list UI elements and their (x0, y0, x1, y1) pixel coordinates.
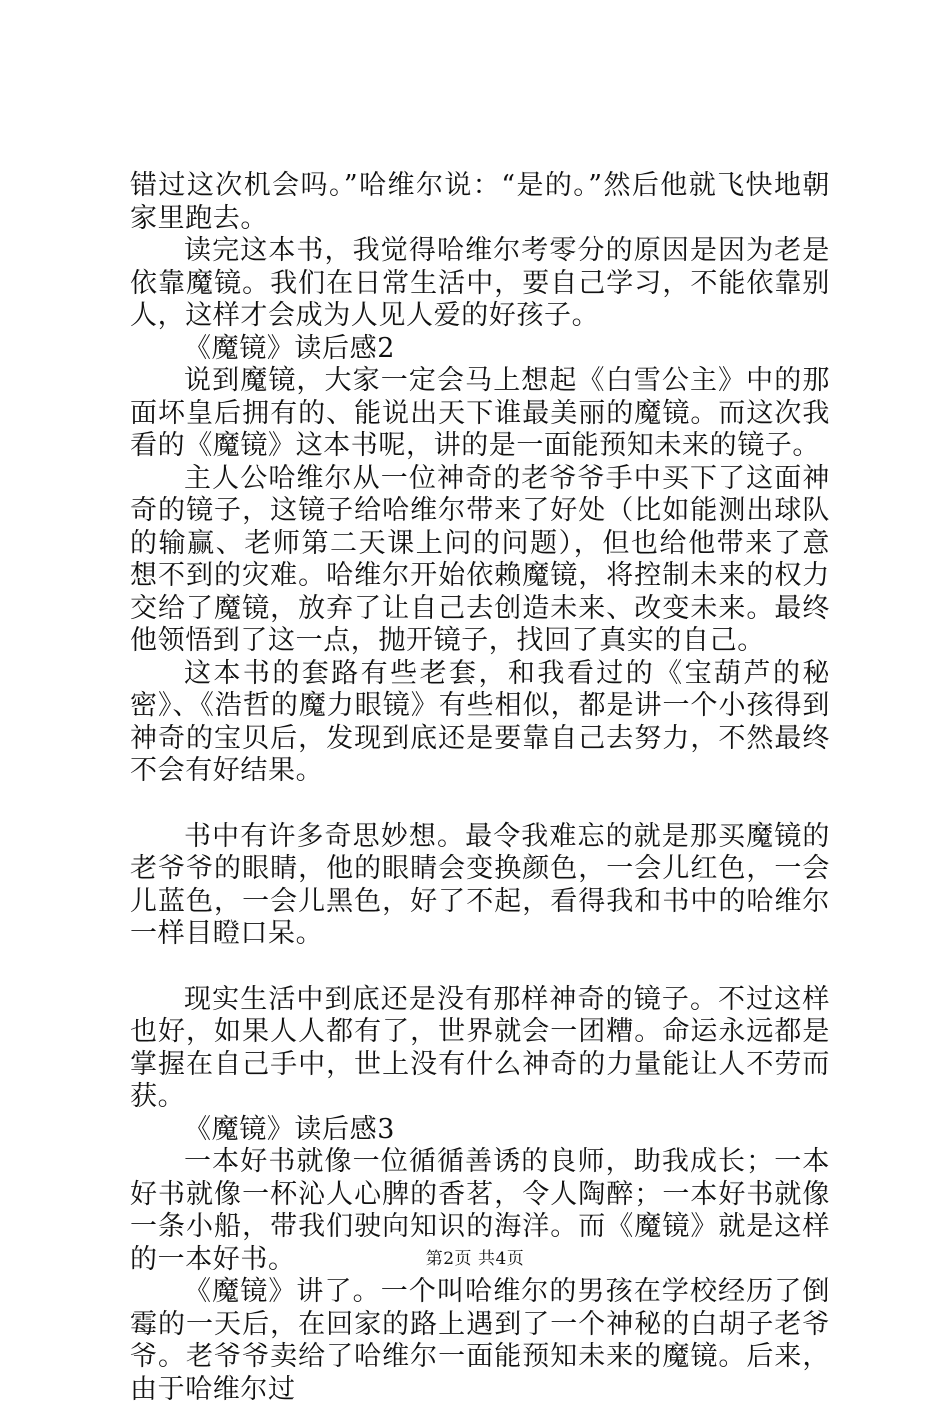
document-body (130, 170, 830, 1406)
paragraph: 书中有许多奇思妙想。最令我难忘的就是那买魔镜的老爷爷的眼睛，他的眼睛会变换颜色，一会儿红色，一会儿蓝色，一会儿黑色，好了不起，看得我和书中的哈维尔一样目瞪口呆。 (130, 820, 830, 949)
section-heading: 《魔镜》读后感2 (184, 332, 395, 364)
paragraph: 读完这本书，我觉得哈维尔考零分的原因是因为老是依靠魔镜。我们在日常生活中，要自己学习，不能依靠别人，这样才会成为人见人爱的好孩子。 (130, 235, 830, 331)
paragraph: 主人公哈维尔从一位神奇的老爷爷手中买下了这面神奇的镜子，这镜子给哈维尔带来了好处（比如能测出球队的输赢、老师第二天课上问的问题），但也给他带来了意想不到的灾难。哈维尔开始依赖魔镜，将控制未来的权力交给了魔镜，放弃了让自己去创造未来、改变未来。最终他领悟到了这一点，抛开镜子，找回了真实的自己。 (130, 462, 830, 656)
paragraph: 一本好书就像一位循循善诱的良师，助我成长；一本好书就像一杯沁人心脾的香茗，令人陶醉；一本好书就像一条小船，带我们驶向知识的海洋。而《魔镜》就是这样的一本好书。 (130, 1146, 830, 1275)
paragraph: 这本书的套路有些老套，和我看过的《宝葫芦的秘密》、《浩哲的魔力眼镜》有些相似，都是讲一个小孩得到神奇的宝贝后，发现到底还是要靠自己去努力，不然最终不会有好结果。 (130, 657, 830, 786)
paragraph: 《魔镜》讲了。一个叫哈维尔的男孩在学校经历了倒霉的一天后，在回家的路上遇到了一个神秘的白胡子老爷爷。老爷爷卖给了哈维尔一面能预知未来的魔镜。后来，由于哈维尔过 (130, 1276, 830, 1405)
section-heading: 《魔镜》读后感3 (184, 1113, 395, 1145)
paragraph-continuation: 错过这次机会吗。”哈维尔说：“是的。”然后他就飞快地朝家里跑去。 (130, 170, 830, 234)
paragraph: 现实生活中到底还是没有那样神奇的镜子。不过这样也好，如果人人都有了，世界就会一团糟。命运永远都是掌握在自己手中，世上没有什么神奇的力量能让人不劳而获。 (130, 983, 830, 1112)
paragraph-gap (130, 951, 830, 984)
page-number-footer: 第2页 共4页 (425, 1249, 525, 1269)
paragraph: 说到魔镜，大家一定会马上想起《白雪公主》中的那面坏皇后拥有的、能说出天下谁最美丽的魔镜。而这次我看的《魔镜》这本书呢，讲的是一面能预知未来的镜子。 (130, 365, 830, 461)
paragraph-gap (130, 788, 830, 821)
